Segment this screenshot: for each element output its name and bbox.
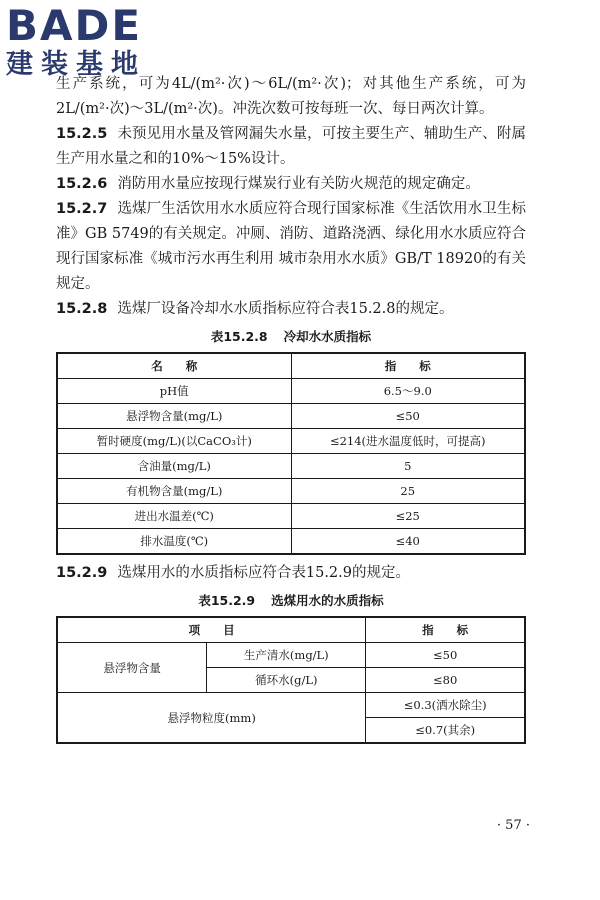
- table-header-row: [57, 353, 525, 379]
- logo-subtitle: 建装基地: [6, 49, 146, 80]
- clause-text: 选煤厂生活饮用水水质应符合现行国家标准《生活饮用水卫生标准》GB 5749的有关规定。冲厕、消防、道路浇洒、绿化用水水质应符合现行国家标准《城市污水再生利用 城市杂用水水质》GB/T 18920的有关规定。: [56, 201, 526, 292]
- table-title: 冷却水水质指标: [283, 329, 372, 344]
- table-cell: pH值: [57, 379, 291, 404]
- column-header-index: 指 标: [291, 353, 525, 379]
- table-cell: ≤40: [291, 529, 525, 555]
- clause-text: 选煤厂设备冷却水水质指标应符合表15.2.8的规定。: [117, 301, 454, 317]
- table-cell: 进出水温差(℃): [57, 504, 291, 529]
- table-row: [57, 643, 525, 668]
- table-row: [57, 693, 525, 718]
- table-cell: 5: [291, 454, 525, 479]
- clause-15-2-6: [56, 172, 526, 197]
- table-cell: ≤0.3(洒水除尘): [366, 693, 525, 718]
- table-cell-group-label: 悬浮物粒度(mm): [57, 693, 366, 744]
- table-row: [57, 479, 525, 504]
- cooling-water-quality-table: [56, 352, 526, 555]
- table-cell: 有机物含量(mg/L): [57, 479, 291, 504]
- table-cell: 含油量(mg/L): [57, 454, 291, 479]
- clause-number: 15.2.7: [56, 201, 108, 217]
- table-cell: ≤25: [291, 504, 525, 529]
- table-cell: ≤50: [291, 404, 525, 429]
- page-content: [56, 72, 526, 744]
- table-row: [57, 429, 525, 454]
- table-number: 表15.2.8: [210, 329, 268, 344]
- table-row: [57, 504, 525, 529]
- table-cell: ≤0.7(其余): [366, 718, 525, 744]
- table-cell: 悬浮物含量(mg/L): [57, 404, 291, 429]
- table-cell: 生产清水(mg/L): [207, 643, 366, 668]
- table-cell: 循环水(g/L): [207, 668, 366, 693]
- table-cell: 25: [291, 479, 525, 504]
- clause-number: 15.2.9: [56, 565, 108, 581]
- logo-title: BADE: [6, 1, 143, 50]
- table-cell: ≤50: [366, 643, 525, 668]
- coal-preparation-water-quality-table: [56, 616, 526, 744]
- table-cell: 6.5～9.0: [291, 379, 525, 404]
- table-cell-group-label: 悬浮物含量: [57, 643, 207, 693]
- clause-text: 消防用水量应按现行煤炭行业有关防火规范的规定确定。: [117, 176, 480, 192]
- table-row: [57, 529, 525, 555]
- table-number: 表15.2.9: [198, 593, 256, 608]
- table-row: [57, 454, 525, 479]
- clause-number: 15.2.5: [56, 126, 108, 142]
- logo: [6, 1, 176, 80]
- table-title: 选煤用水的水质指标: [271, 593, 384, 608]
- column-header-index: 指 标: [366, 617, 525, 643]
- table-cell: 暂时硬度(mg/L)(以CaCO₃计): [57, 429, 291, 454]
- clause-text: 未预见用水量及管网漏失水量，可按主要生产、辅助生产、附属生产用水量之和的10%～15%设计。: [56, 126, 526, 167]
- page-number: · 57 ·: [496, 818, 530, 833]
- clause-number: 15.2.6: [56, 176, 108, 192]
- clause-15-2-7: [56, 197, 526, 297]
- paragraph-continued: 生产系统，可为4L/(m²·次)～6L/(m²·次)；对其他生产系统，可为2L/(m²·次)～3L/(m²·次)。冲洗次数可按每班一次、每日两次计算。: [56, 76, 526, 117]
- table-row: [57, 404, 525, 429]
- table-cell: 排水温度(℃): [57, 529, 291, 555]
- column-header-item: 项 目: [57, 617, 366, 643]
- table-15-2-8-caption: [56, 328, 526, 346]
- table-cell: ≤80: [366, 668, 525, 693]
- clause-text: 选煤用水的水质指标应符合表15.2.9的规定。: [117, 565, 410, 581]
- clause-15-2-8: [56, 297, 526, 322]
- table-cell: ≤214(进水温度低时，可提高): [291, 429, 525, 454]
- clause-number: 15.2.8: [56, 301, 108, 317]
- table-header-row: [57, 617, 525, 643]
- column-header-name: 名 称: [57, 353, 291, 379]
- clause-15-2-9: [56, 561, 526, 586]
- table-15-2-9-caption: [56, 592, 526, 610]
- clause-15-2-5: [56, 122, 526, 172]
- table-row: [57, 379, 525, 404]
